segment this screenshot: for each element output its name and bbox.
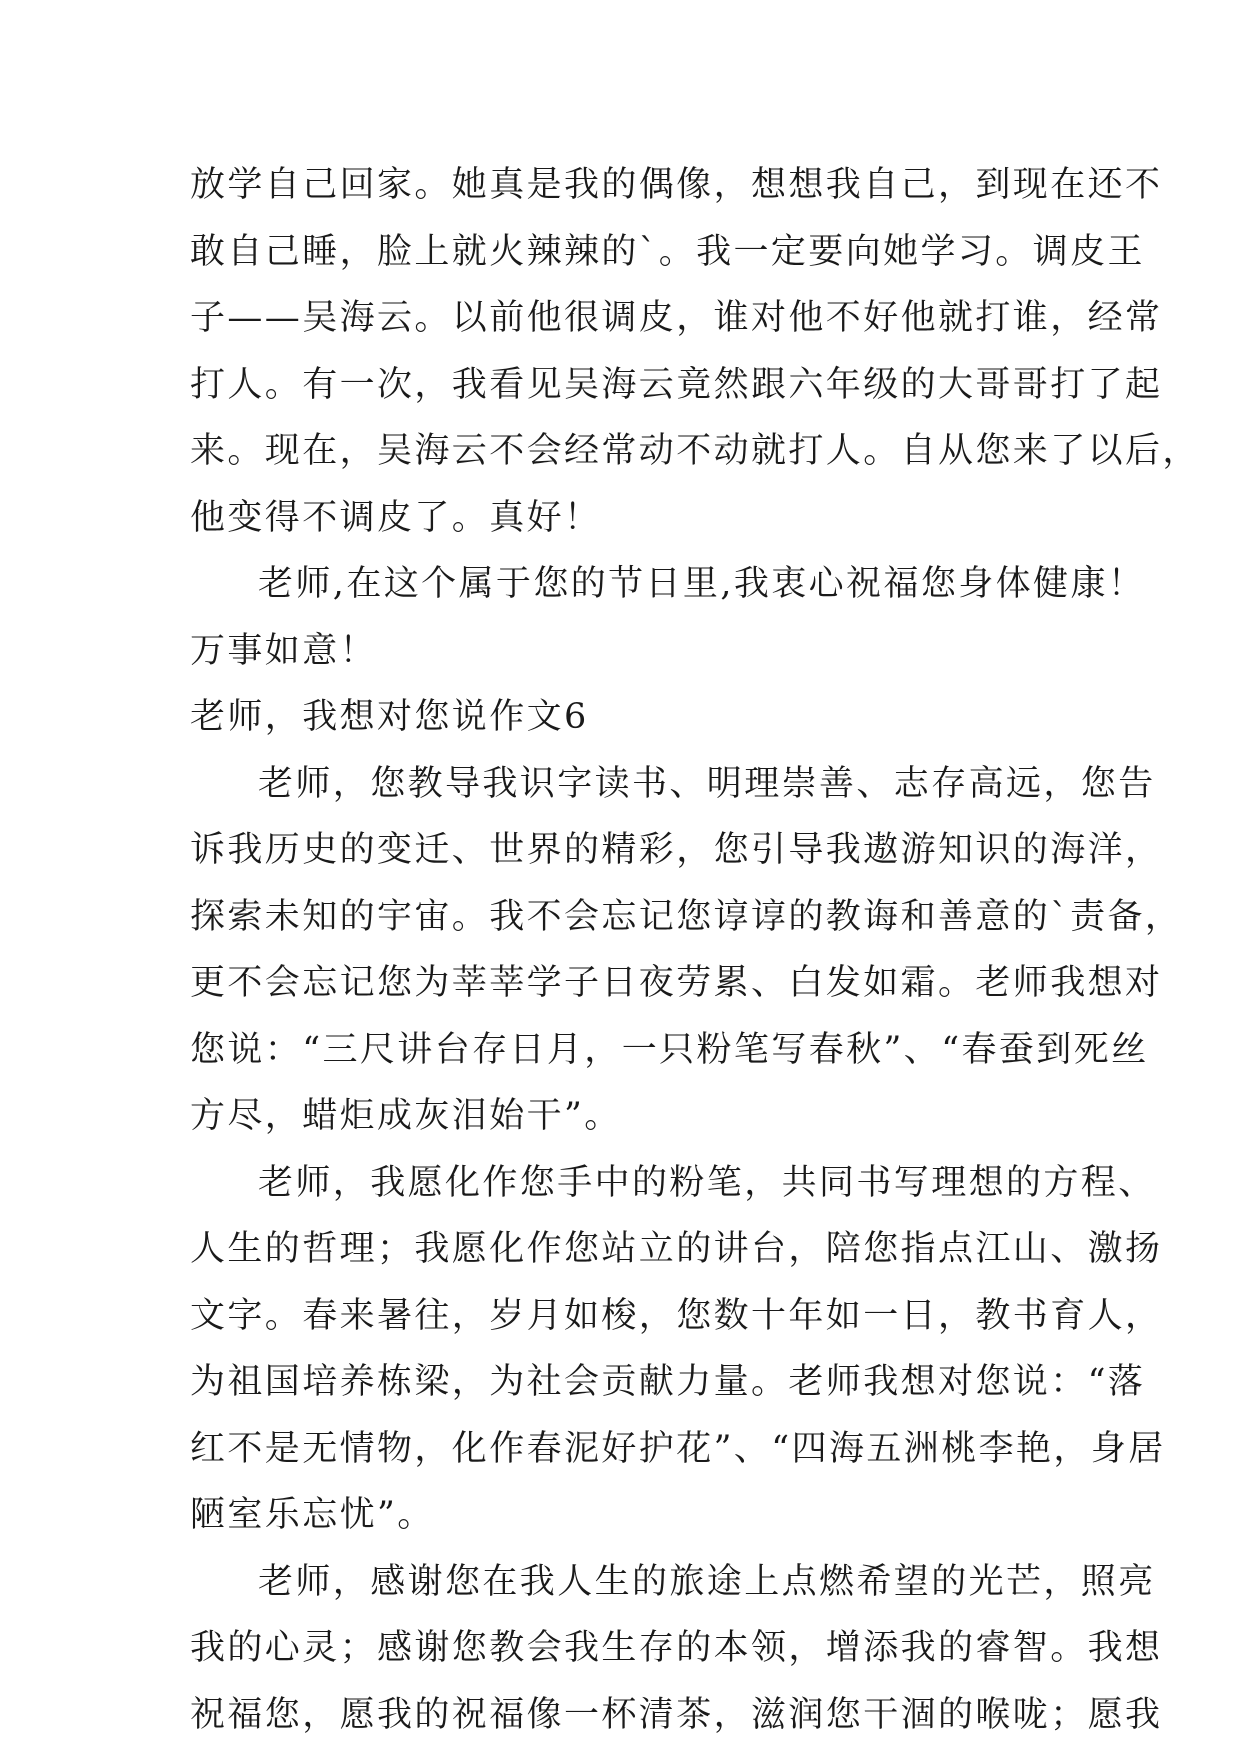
- text-line: 陋室乐忘忧”。: [190, 1495, 435, 1535]
- section-heading: 老师，我想对您说作文6: [190, 697, 589, 737]
- text-line: 文字。春来暑往，岁月如梭，您数十年如一日，教书育人，: [190, 1295, 1163, 1336]
- text-line: 人生的哲理；我愿化作您站立的讲台，陪您指点江山、激扬: [190, 1229, 1163, 1269]
- text-line: 为祖国培养栋梁，为社会贡献力量。老师我想对您说：“落: [190, 1362, 1146, 1402]
- text-line: 祝福您，愿我的祝福像一杯清茶，滋润您干涸的喉咙；愿我: [190, 1694, 1163, 1735]
- text-line: 老师，您教导我识字读书、明理崇善、志存高远，您告: [258, 763, 1156, 804]
- text-line: 子——吴海云。以前他很调皮，谁对他不好他就打谁，经常: [190, 298, 1163, 338]
- text-line: 来。现在，吴海云不会经常动不动就打人。自从您来了以后，: [190, 431, 1200, 471]
- text-line: 探索未知的宇宙。我不会忘记您谆谆的教诲和善意的`责备，: [190, 896, 1183, 937]
- text-line: 老师，我愿化作您手中的粉笔，共同书写理想的方程、: [258, 1162, 1156, 1203]
- text-line: 方尽，蜡炬成灰泪始干”。: [190, 1096, 622, 1136]
- text-line: 诉我历史的变迁、世界的精彩，您引导我遨游知识的海洋，: [190, 830, 1163, 870]
- text-line: 老师,在这个属于您的节日里,我衷心祝福您身体健康！: [258, 564, 1146, 604]
- text-line: 放学自己回家。她真是我的偶像，想想我自己，到现在还不: [190, 165, 1163, 205]
- text-line: 老师，感谢您在我人生的旅途上点燃希望的光芒，照亮: [258, 1561, 1156, 1602]
- text-line: 打人。有一次，我看见吴海云竟然跟六年级的大哥哥打了起: [190, 364, 1163, 405]
- text-line: 我的心灵；感谢您教会我生存的本领，增添我的睿智。我想: [190, 1628, 1163, 1668]
- text-line: 您说：“三尺讲台存日月，一只粉笔写春秋”、“春蚕到死丝: [190, 1029, 1149, 1070]
- text-line: 更不会忘记您为莘莘学子日夜劳累、白发如霜。老师我想对: [190, 963, 1163, 1003]
- document-page: [190, 152, 1200, 1748]
- text-line: 敢自己睡，脸上就火辣辣的`。我一定要向她学习。调皮王: [190, 231, 1145, 272]
- text-line: 红不是无情物，化作春泥好护花”、“四海五洲桃李艳，身居: [190, 1428, 1166, 1469]
- text-line: 万事如意！: [190, 630, 378, 671]
- text-line: 他变得不调皮了。真好！: [190, 497, 602, 538]
